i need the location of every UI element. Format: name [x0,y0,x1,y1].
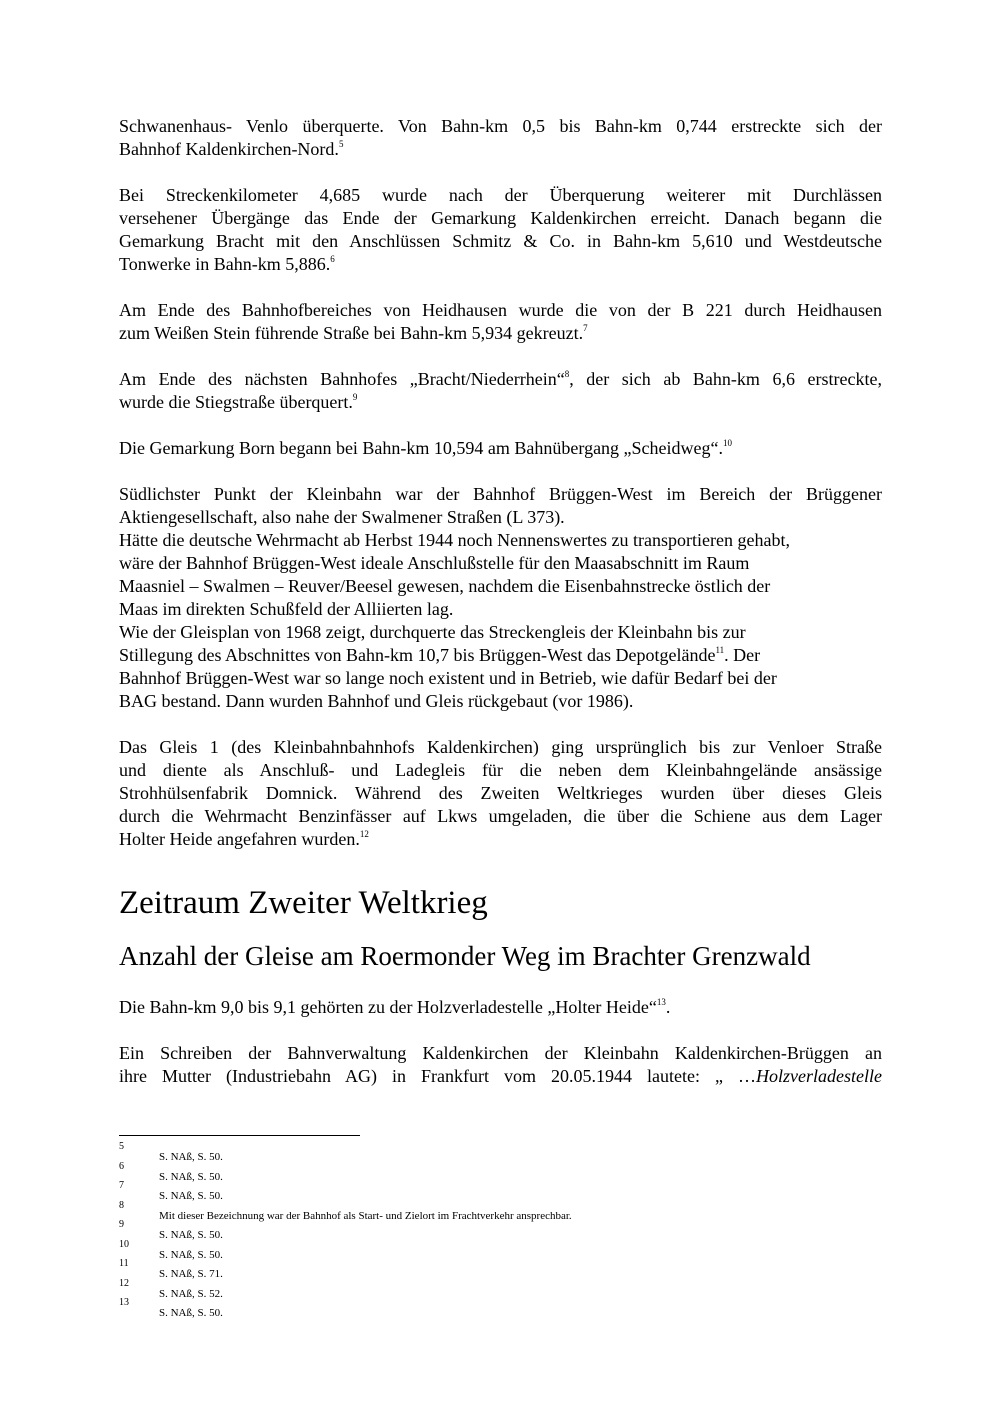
footnote-text: Mit dieser Bezeichnung war der Bahnhof als Start- und Zielort im Frachtverkehr ansprechbar. [159,1209,572,1222]
footnote-text: S. NAß, S. 50. [159,1307,223,1319]
footnote [119,1297,882,1317]
footnote-text: S. NAß, S. 50. [159,1170,223,1183]
text-line [119,644,882,667]
text-span: wurde die Stiegstraße überquert. [119,392,353,412]
text-span: Bahnhof Kaldenkirchen-Nord. [119,139,339,159]
text-line: Ein Schreiben der Bahnverwaltung Kaldenkirchen der Kleinbahn Kaldenkirchen-Brüggen an [119,1043,882,1063]
footnote-ref[interactable]: 6 [330,254,335,264]
text-line: Hätte die deutsche Wehrmacht ab Herbst 1944 noch Nennenswertes zu transportieren gehabt, [119,530,790,550]
footnote [119,1258,882,1278]
text-line: und diente als Anschluß- und Ladegleis für die neben dem Kleinbahngelände ansässige [119,760,882,780]
text-line [119,253,882,276]
text-line: Bei Streckenkilometer 4,685 wurde nach der Überquerung weiterer mit Durchlässen [119,185,882,205]
text-span: Holter Heide angefahren wurden. [119,829,360,849]
text-line: Südlichster Punkt der Kleinbahn war der Bahnhof Brüggen-West im Bereich der Brüggener [119,484,882,504]
paragraph [119,483,882,713]
footnote-text: S. NAß, S. 52. [159,1287,223,1300]
footnote-number: 12 [119,1277,129,1289]
text-line [119,368,882,391]
footnote-ref[interactable]: 12 [359,829,369,839]
text-line: Das Gleis 1 (des Kleinbahnbahnhofs Kaldenkirchen) ging ursprünglich bis zur Venloer Straße [119,737,882,757]
text-span: . Der [724,645,761,665]
text-span: Die Gemarkung Born begann bei Bahn-km 10,594 am Bahnübergang „Scheidweg“. [119,438,724,458]
footnote-number: 11 [119,1258,129,1269]
text-span: . [665,997,671,1017]
footnote-separator [119,1135,360,1136]
footnote [119,1278,882,1298]
text-line [119,996,882,1019]
footnote-ref[interactable]: 5 [338,139,344,149]
text-line: BAG bestand. Dann wurden Bahnhof und Gleis rückgebaut (vor 1986). [119,691,634,711]
footnote-text: S. NAß, S. 50. [159,1248,223,1261]
section-heading: Zeitraum Zweiter Weltkrieg [119,885,488,921]
footnote-ref[interactable]: 11 [715,645,725,655]
footnote-number: 5 [119,1141,124,1152]
text-span: ihre Mutter (Industriebahn AG) in Frankfurt vom 20.05.1944 lautete: „ … [119,1066,757,1086]
footnote-number: 13 [119,1297,129,1308]
paragraph [119,184,882,276]
footnote [119,1161,882,1181]
text-line [119,437,882,460]
text-line [119,1065,882,1088]
paragraph [119,736,882,851]
paragraph [119,368,882,414]
footnote-number: 10 [119,1238,129,1250]
text-span: Die Bahn-km 9,0 bis 9,1 gehörten zu der Holzverladestelle „Holter Heide“ [119,997,657,1017]
text-line: Schwanenhaus- Venlo überquerte. Von Bahn-km 0,5 bis Bahn-km 0,744 erstreckte sich der [119,116,882,136]
footnote-ref[interactable]: 8 [564,369,570,379]
text-line: Maasniel – Swalmen – Reuver/Beesel gewesen, nachdem die Eisenbahnstrecke östlich der [119,576,771,596]
footnote [119,1239,882,1259]
text-line: Aktiengesellschaft, also nahe der Swalmener Straßen (L 373). [119,507,565,527]
footnote [119,1141,882,1161]
text-line: wäre der Bahnhof Brüggen-West ideale Anschlußstelle für den Maasabschnitt im Raum [119,553,750,573]
italic-quote: Holzverladestelle [756,1066,882,1086]
text-line: Gemarkung Bracht mit den Anschlüssen Schmitz & Co. in Bahn-km 5,610 und Westdeutsche [119,231,882,251]
text-line: versehener Übergänge das Ende der Gemarkung Kaldenkirchen erreicht. Danach begann die [119,208,882,228]
paragraph [119,437,882,460]
footnotes [119,1141,882,1317]
text-span: zum Weißen Stein führende Straße bei Bahn-km 5,934 gekreuzt. [119,323,584,343]
text-line: durch die Wehrmacht Benzinfässer auf Lkws umgeladen, die über die Schiene aus dem Lager [119,806,882,826]
footnote-text: S. NAß, S. 50. [159,1229,223,1241]
footnote-text: S. NAß, S. 50. [159,1190,223,1202]
text-line [119,391,882,414]
paragraph [119,299,882,345]
page-body [119,115,882,1088]
footnote-ref[interactable]: 7 [583,323,588,333]
paragraph [119,1042,882,1088]
text-line: Maas im direkten Schußfeld der Alliierten lag. [119,599,454,619]
footnote-ref[interactable]: 9 [352,392,358,402]
text-line: Am Ende des Bahnhofbereiches von Heidhausen wurde die von der B 221 durch Heidhausen [119,300,882,320]
footnote-ref[interactable]: 10 [723,438,733,448]
footnote [119,1200,882,1220]
footnote-text: S. NAß, S. 71. [159,1268,223,1280]
text-span: Tonwerke in Bahn-km 5,886. [119,254,331,274]
footnote-number: 6 [119,1160,124,1172]
text-line: Bahnhof Brüggen-West war so lange noch existent und in Betrieb, wie dafür Bedarf bei der [119,668,777,688]
text-span: Am Ende des nächsten Bahnhofes „Bracht/Niederrhein“ [119,369,565,389]
subsection-heading: Anzahl der Gleise am Roermonder Weg im Brachter Grenzwald [119,941,811,971]
paragraph [119,996,882,1019]
text-span: Stillegung des Abschnittes von Bahn-km 10,7 bis Brüggen-West das Depotgelände [119,645,716,665]
footnote-ref[interactable]: 13 [656,997,666,1007]
text-line: Wie der Gleisplan von 1968 zeigt, durchquerte das Streckengleis der Kleinbahn bis zur [119,622,746,642]
text-span: , der sich ab Bahn-km 6,6 erstreckte, [569,369,882,389]
paragraph [119,115,882,161]
footnote-number: 7 [119,1180,124,1191]
footnote-number: 8 [119,1199,124,1211]
footnote-text: S. NAß, S. 50. [159,1151,223,1163]
footnote-number: 9 [119,1219,124,1230]
footnote [119,1180,882,1200]
text-line: Strohhülsenfabrik Domnick. Während des Zweiten Weltkrieges wurden über dieses Gleis [119,783,882,803]
text-line [119,322,882,345]
footnote [119,1219,882,1239]
text-line [119,828,882,851]
text-line [119,138,882,161]
